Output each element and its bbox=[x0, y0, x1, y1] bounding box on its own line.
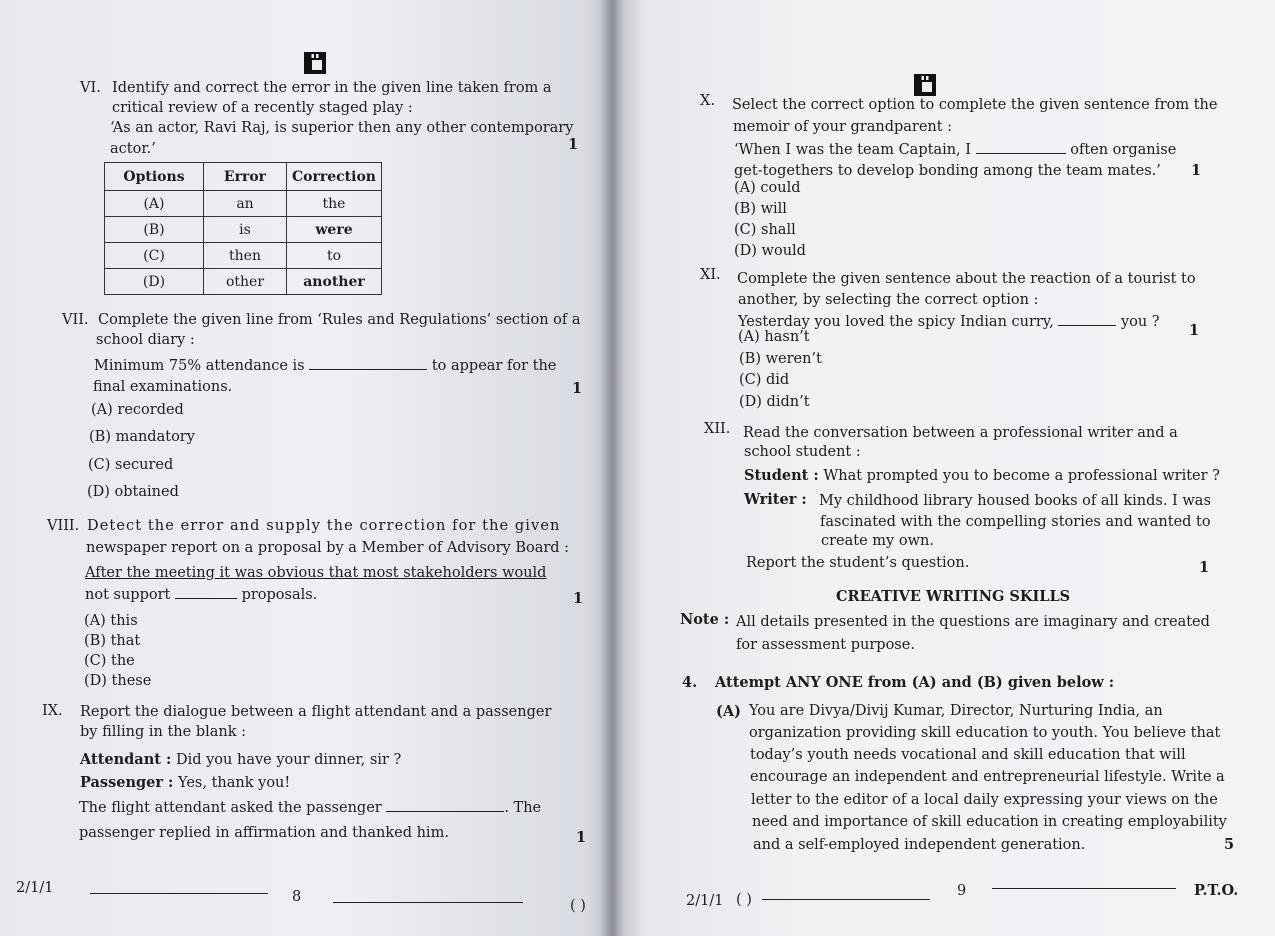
q6-options-table bbox=[104, 162, 382, 295]
q9-number: IX. bbox=[42, 703, 63, 719]
writer-text-2: fascinated with the compelling stories and wanted to bbox=[820, 514, 1211, 530]
q8-blank bbox=[175, 598, 237, 599]
q8-line3: After the meeting it was obvious that most stakeholders would bbox=[85, 565, 547, 581]
q6-line2: critical review of a recently staged play : bbox=[112, 100, 413, 116]
qr-code-icon bbox=[914, 74, 936, 96]
q4-heading: Attempt ANY ONE from (A) and (B) given below : bbox=[715, 674, 1115, 691]
note-line-1: All details presented in the questions are imaginary and created bbox=[736, 614, 1210, 630]
table-header-row bbox=[105, 163, 382, 191]
q4-text-line: encourage an independent and entrepreneurial lifestyle. Write a bbox=[750, 769, 1225, 785]
table-cell: another bbox=[287, 269, 382, 295]
note-label: Note : bbox=[680, 611, 730, 628]
q8-line4 bbox=[85, 586, 317, 604]
q11-line1: Complete the given sentence about the reaction of a tourist to bbox=[737, 271, 1196, 287]
left-footer-code: 2/1/1 bbox=[16, 880, 54, 896]
q7-line3-end: to appear for the bbox=[431, 358, 557, 374]
table-cell: other bbox=[204, 269, 287, 295]
attendant-label: Attendant : bbox=[80, 751, 172, 768]
right-footer-page-number: 9 bbox=[957, 883, 967, 899]
q7-line3-start: Minimum 75% attendance is bbox=[94, 358, 305, 374]
q12-line2: school student : bbox=[744, 444, 861, 460]
q8-number: VIII. bbox=[47, 518, 80, 534]
table-row bbox=[105, 269, 382, 295]
left-footer-bracket: ( ) bbox=[570, 898, 586, 914]
q9-line5-end: . The bbox=[504, 800, 542, 816]
footer-rule bbox=[90, 893, 268, 894]
q10-line3-start: ‘When I was the team Captain, I bbox=[734, 142, 972, 158]
q11-blank bbox=[1058, 325, 1116, 326]
q7-line2: school diary : bbox=[96, 332, 195, 348]
table-cell: were bbox=[287, 217, 382, 243]
table-row bbox=[105, 191, 382, 217]
q9-passenger bbox=[80, 774, 290, 792]
q4-marks: 5 bbox=[1224, 836, 1235, 853]
table-cell: to bbox=[287, 243, 382, 269]
table-cell: (D) bbox=[105, 269, 204, 295]
q10-line2: memoir of your grandparent : bbox=[733, 119, 953, 135]
q10-number: X. bbox=[700, 93, 715, 109]
table-cell: is bbox=[204, 217, 287, 243]
q9-line5-start: The flight attendant asked the passenger bbox=[79, 800, 382, 816]
q6-number: VI. bbox=[80, 80, 101, 96]
table-cell: an bbox=[204, 191, 287, 217]
book-spine bbox=[600, 0, 624, 936]
q8-line4-start: not support bbox=[85, 587, 171, 603]
q11-line3-end: you ? bbox=[1120, 314, 1160, 330]
writer-text-3: create my own. bbox=[821, 533, 934, 549]
passenger-text: Yes, thank you! bbox=[178, 775, 291, 791]
q10-marks: 1 bbox=[1191, 162, 1202, 179]
q10-option-a: (A) could bbox=[734, 180, 801, 196]
left-page bbox=[0, 0, 612, 936]
table-cell: (B) bbox=[105, 217, 204, 243]
q12-report-line: Report the student’s question. bbox=[746, 555, 970, 571]
q7-line3 bbox=[94, 357, 556, 375]
q6-line4: actor.’ bbox=[110, 141, 156, 157]
table-header-correction: Correction bbox=[287, 163, 382, 191]
q7-line4: final examinations. bbox=[93, 379, 233, 395]
q4-option-label: (A) bbox=[716, 703, 741, 720]
q7-option-d: (D) obtained bbox=[87, 484, 179, 500]
q8-marks: 1 bbox=[573, 590, 584, 607]
q9-line1: Report the dialogue between a flight attendant and a passenger bbox=[80, 704, 552, 720]
q7-option-b: (B) mandatory bbox=[89, 429, 195, 445]
q10-option-d: (D) would bbox=[734, 243, 806, 259]
q7-blank bbox=[309, 369, 427, 370]
q6-line1: Identify and correct the error in the given line taken from a bbox=[112, 80, 552, 96]
qr-code-icon bbox=[304, 52, 326, 74]
q8-option-b: (B) that bbox=[84, 633, 141, 649]
q10-line3 bbox=[734, 141, 1176, 159]
q9-line6: passenger replied in affirmation and thanked him. bbox=[79, 825, 449, 841]
q11-line2: another, by selecting the correct option : bbox=[738, 292, 1039, 308]
right-footer-code: 2/1/1 bbox=[686, 893, 724, 909]
q12-line1: Read the conversation between a professional writer and a bbox=[743, 425, 1178, 441]
q11-option-c: (C) did bbox=[739, 372, 790, 388]
q4-text-line: today’s youth needs vocational and skill education that will bbox=[750, 747, 1186, 763]
table-cell: (A) bbox=[105, 191, 204, 217]
pto-label: P.T.O. bbox=[1194, 882, 1239, 899]
note-line-2: for assessment purpose. bbox=[736, 637, 915, 653]
footer-rule bbox=[992, 888, 1176, 889]
q8-option-a: (A) this bbox=[84, 613, 138, 629]
left-footer-page-number: 8 bbox=[292, 889, 302, 905]
q10-line1: Select the correct option to complete the given sentence from the bbox=[732, 97, 1218, 113]
table-cell: the bbox=[287, 191, 382, 217]
q10-line4: get-togethers to develop bonding among the team mates.’ bbox=[734, 163, 1161, 179]
student-label: Student : bbox=[744, 467, 819, 484]
q7-option-a: (A) recorded bbox=[91, 402, 184, 418]
q7-line1: Complete the given line from ‘Rules and Regulations’ section of a bbox=[98, 312, 581, 328]
q11-marks: 1 bbox=[1189, 322, 1200, 339]
q10-option-b: (B) will bbox=[734, 201, 787, 217]
q9-line2: by filling in the blank : bbox=[80, 724, 247, 740]
footer-rule bbox=[333, 902, 523, 903]
q7-marks: 1 bbox=[572, 380, 583, 397]
footer-rule bbox=[762, 899, 930, 900]
writer-text-1: My childhood library housed books of all kinds. I was bbox=[819, 493, 1211, 509]
q9-line5 bbox=[79, 799, 541, 817]
q6-marks: 1 bbox=[568, 136, 579, 153]
q12-student bbox=[744, 467, 1220, 485]
attendant-text: Did you have your dinner, sir ? bbox=[175, 752, 402, 768]
q10-line3-end: often organise bbox=[1070, 142, 1177, 158]
student-text: What prompted you to become a professional writer ? bbox=[823, 468, 1220, 484]
table-cell: (C) bbox=[105, 243, 204, 269]
q8-line4-end: proposals. bbox=[241, 587, 318, 603]
q10-blank bbox=[976, 153, 1066, 154]
q12-marks: 1 bbox=[1199, 559, 1210, 576]
q11-line3-start: Yesterday you loved the spicy Indian curry, bbox=[738, 314, 1054, 330]
q4-text-line: need and importance of skill education in creating employability bbox=[752, 814, 1227, 830]
q8-line1: Detect the error and supply the correction for the given bbox=[87, 518, 561, 534]
table-row bbox=[105, 243, 382, 269]
right-footer-bracket: ( ) bbox=[736, 892, 752, 908]
q12-number: XII. bbox=[704, 421, 731, 437]
q11-option-b: (B) weren’t bbox=[739, 351, 822, 367]
q11-option-a: (A) hasn’t bbox=[738, 329, 810, 345]
right-page bbox=[612, 0, 1275, 936]
section-title: CREATIVE WRITING SKILLS bbox=[836, 588, 1071, 605]
q9-marks: 1 bbox=[576, 829, 587, 846]
q4-text-line: You are Divya/Divij Kumar, Director, Nurturing India, an bbox=[749, 703, 1163, 719]
q4-text-line: organization providing skill education to youth. You believe that bbox=[749, 725, 1221, 741]
q4-number: 4. bbox=[682, 674, 698, 691]
table-row bbox=[105, 217, 382, 243]
q8-line2: newspaper report on a proposal by a Member of Advisory Board : bbox=[86, 540, 570, 556]
q9-attendant bbox=[80, 751, 401, 769]
q7-option-c: (C) secured bbox=[88, 457, 174, 473]
writer-label: Writer : bbox=[744, 491, 807, 508]
q4-text-line: letter to the editor of a local daily expressing your views on the bbox=[751, 792, 1218, 808]
table-header-error: Error bbox=[204, 163, 287, 191]
q8-option-d: (D) these bbox=[84, 673, 152, 689]
q7-number: VII. bbox=[62, 312, 89, 328]
q6-line3: ‘As an actor, Ravi Raj, is superior then any other contemporary bbox=[110, 120, 574, 136]
q8-option-c: (C) the bbox=[84, 653, 135, 669]
passenger-label: Passenger : bbox=[80, 774, 174, 791]
q9-blank bbox=[386, 811, 504, 812]
q4-text-line: and a self-employed independent generation. bbox=[753, 837, 1086, 853]
q11-option-d: (D) didn’t bbox=[739, 394, 810, 410]
q10-option-c: (C) shall bbox=[734, 222, 796, 238]
q11-number: XI. bbox=[700, 267, 721, 283]
table-header-options: Options bbox=[105, 163, 204, 191]
table-cell: then bbox=[204, 243, 287, 269]
